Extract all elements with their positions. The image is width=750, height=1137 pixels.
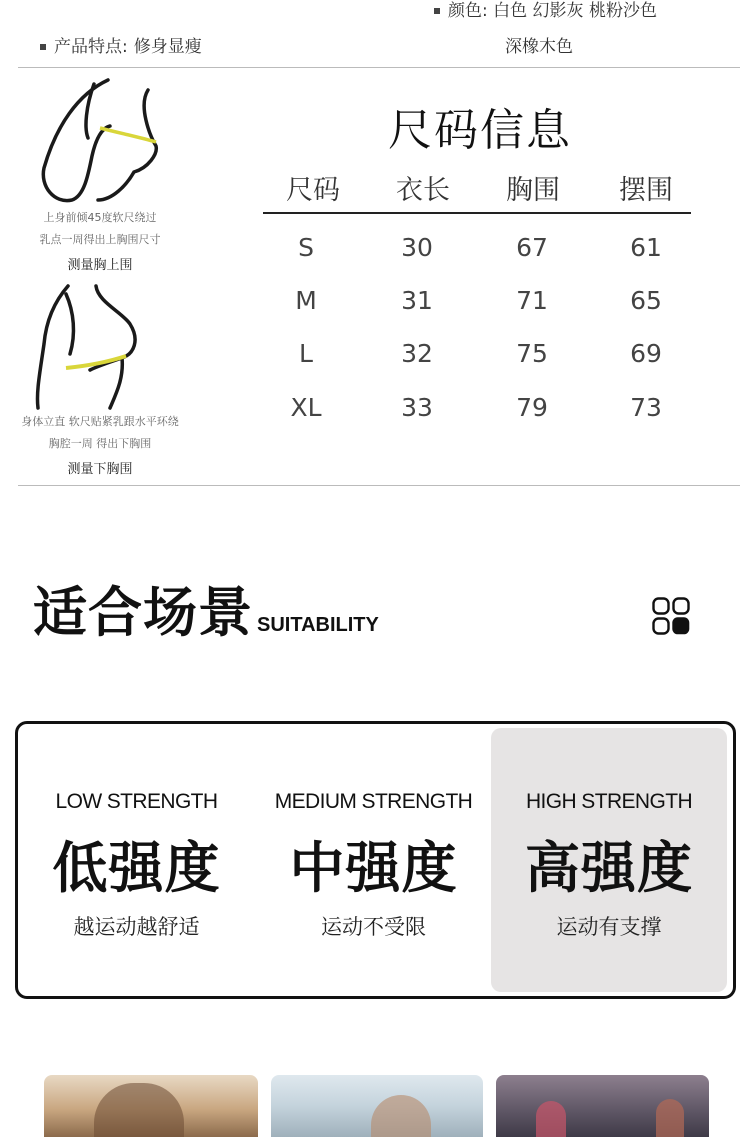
size-table-title: 尺码信息 [388, 105, 572, 156]
scene-photo-1 [44, 1075, 258, 1137]
intensity-card-low [18, 724, 255, 994]
table-header-chest: 胸围 [506, 175, 560, 206]
divider-bottom [18, 485, 740, 486]
scene-photo-figure [371, 1095, 431, 1137]
product-color-line2: 深橡木色 [505, 37, 573, 57]
upper-caption-2: 乳点一周得出上胸围尺寸 [39, 233, 161, 246]
table-cell: 71 [516, 286, 548, 315]
scene-photo-figure [536, 1101, 566, 1137]
intensity-cn: 高强度 [524, 836, 693, 900]
table-header-length: 衣长 [396, 175, 450, 206]
scene-photo-2 [271, 1075, 483, 1137]
table-cell: 79 [516, 393, 548, 422]
table-cell: S [298, 233, 314, 262]
table-cell: 31 [401, 286, 433, 315]
upper-caption-1: 上身前倾45度软尺绕过 [43, 211, 157, 224]
lower-caption-1: 身体立直 软尺贴紧乳跟水平环绕 [21, 415, 179, 428]
intensity-sub: 运动有支撑 [556, 915, 662, 939]
intensity-sub: 越运动越舒适 [73, 915, 200, 939]
intensity-en: MEDIUM STRENGTH [274, 790, 473, 813]
product-color-line1 [434, 0, 657, 21]
lower-title: 测量下胸围 [67, 462, 133, 477]
lower-caption-2: 胸腔一周 得出下胸围 [48, 437, 152, 450]
scene-photo-figure [94, 1083, 184, 1137]
intensity-cn: 低强度 [52, 836, 221, 900]
table-cell: 69 [630, 339, 662, 368]
table-cell: M [295, 286, 317, 315]
table-cell: 32 [401, 339, 433, 368]
table-header-divider [263, 212, 691, 214]
intensity-panel [15, 721, 736, 999]
table-cell: L [299, 339, 313, 368]
table-cell: 61 [630, 233, 662, 262]
intensity-card-medium [255, 724, 492, 994]
intensity-en: HIGH STRENGTH [525, 790, 693, 813]
table-cell: 67 [516, 233, 548, 262]
table-header-hem: 摆围 [619, 175, 673, 206]
color-label: 颜色: [448, 1, 488, 21]
bullet-icon [434, 8, 440, 14]
table-header-size: 尺码 [286, 175, 340, 206]
product-feature [40, 32, 202, 57]
scene-photo-3 [496, 1075, 709, 1137]
table-cell: 33 [401, 393, 433, 422]
intensity-card-high [491, 724, 727, 994]
lower-bust-illustration [30, 282, 142, 410]
feature-value: 修身显瘦 [133, 37, 202, 57]
section-title-cn: 适合场景 [33, 581, 253, 644]
color-value: 白色 幻影灰 桃粉沙色 [493, 1, 657, 21]
grid-icon [652, 597, 690, 635]
upper-title: 测量胸上围 [67, 258, 133, 273]
table-cell: 73 [630, 393, 662, 422]
table-cell: 65 [630, 286, 662, 315]
table-cell: XL [290, 393, 322, 422]
table-cell: 75 [516, 339, 548, 368]
scene-photo-figure [656, 1099, 684, 1137]
section-heading [33, 570, 379, 647]
feature-label: 产品特点: [54, 37, 128, 57]
section-title-en: SUITABILITY [257, 614, 379, 636]
intensity-en: LOW STRENGTH [55, 790, 218, 813]
table-cell: 30 [401, 233, 433, 262]
intensity-cn: 中强度 [289, 836, 458, 900]
divider-top [18, 67, 740, 68]
upper-bust-illustration [38, 76, 164, 208]
intensity-sub: 运动不受限 [321, 915, 426, 939]
bullet-icon [40, 44, 46, 50]
